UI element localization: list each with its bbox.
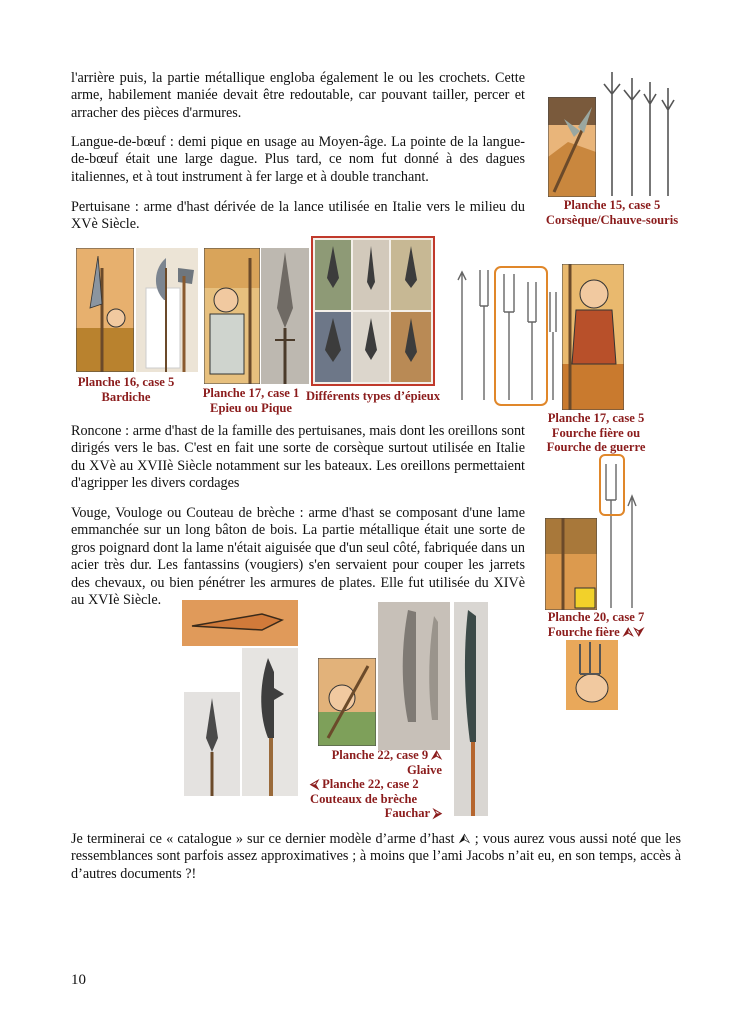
image-vouge-blade <box>242 648 298 796</box>
image-planche-20-comic <box>545 518 597 610</box>
caption-planche-17a: Planche 17, case 1 Epieu ou Pique <box>202 386 300 415</box>
image-planche-17-comic <box>204 248 260 384</box>
highlight-frame-planche-20 <box>599 454 625 516</box>
paragraph-conclusion: Je terminerai ce « catalogue » sur ce dernier modèle d’arme d’hast ⮙ ; vous aurez vous aussi noté que les ressemblances sont parfois assez approximatives ; à moins que l’ami Jacobs n’ait eu, en son temps, accès à d’autres documents ?! <box>71 831 681 882</box>
highlight-frame-fourche <box>494 266 548 406</box>
paragraph-pertuisane: Pertuisane : arme d'hast dérivée de la lance utilisée en Italie vers le milieu du XVè Siècle. <box>71 199 525 233</box>
image-planche-16-comic <box>76 248 134 372</box>
paragraph-roncone: Ronconе : arme d'hast de la famille des pertuisanes, mais dont les oreillons sont dirigés vers le bas. C'est en fait une sorte de corsèque surtout utilisée en Italie du XVè au XVIIè Siècle notamment sur les bateaux. Les oreillons permettaient d'agripper les divers cordages <box>71 423 525 492</box>
paragraph-vouge: Vouge, Vouloge ou Couteau de brèche : arme d'hast se composant d'une lame emmanchée sur un long bâton de bois. La partie métallique était une sorte de gros poignard dont la lame n'était aiguisée que d'un seul côté, fabriquée dans un acier très dur. Les fantassins (vougiers) s'en servaient pour couper les jarrets des chevaux, ou bien pénétrer les armures de plates. Elle fut utilisée du XIVè au XVIè Siècle. <box>71 505 525 609</box>
page-number: 10 <box>71 972 86 988</box>
image-planche-20-detail <box>566 640 618 710</box>
image-planche-17-spear <box>261 248 309 384</box>
image-planche-15-drawing <box>598 70 676 198</box>
image-planche-16-weapons <box>136 248 198 372</box>
image-planche-22-comic <box>318 658 376 746</box>
paragraph-langue-de-boeuf: Langue-de-bœuf : demi pique en usage au Moyen-âge. La pointe de la langue-de-bœuf était une large dague. Plus tard, ce nom fut donné à des dagues italiennes, et à tout instrument à fer large et à double tranchant. <box>71 134 525 185</box>
paragraph-intro: l'arrière puis, la partie métallique engloba également le ou les crochets. Cette arme, habilement maniée devait être redoutable, car pouvant tailler, percer et arracher des pièces d'armures. <box>71 70 525 121</box>
caption-planche-20: Planche 20, case 7 Fourche fière ⮙⮛ <box>547 610 645 639</box>
image-vouge-spear <box>184 692 240 796</box>
image-vouge-comic-banner <box>182 600 298 646</box>
caption-planche-16: Planche 16, case 5 Bardiche <box>77 375 175 404</box>
image-planche-17-fourche-comic <box>562 264 624 410</box>
image-fauchar <box>454 602 488 816</box>
caption-planche-22: Planche 22, case 9 ⮙ Glaive ⮘ Planche 22, case 2 Couteaux de brèche Fauchar ⮚ <box>310 748 442 821</box>
caption-planche-15: Planche 15, case 5 Corsèque/Chauve-souris <box>545 198 679 227</box>
caption-epieux: Différents types d’épieux <box>305 389 441 403</box>
caption-planche-17b: Planche 17, case 5 Fourche fière ou Fourche de guerre <box>546 411 646 455</box>
image-planche-22-glaive <box>378 602 450 750</box>
image-epieux-grid <box>311 236 435 386</box>
image-planche-15-comic <box>548 97 596 197</box>
